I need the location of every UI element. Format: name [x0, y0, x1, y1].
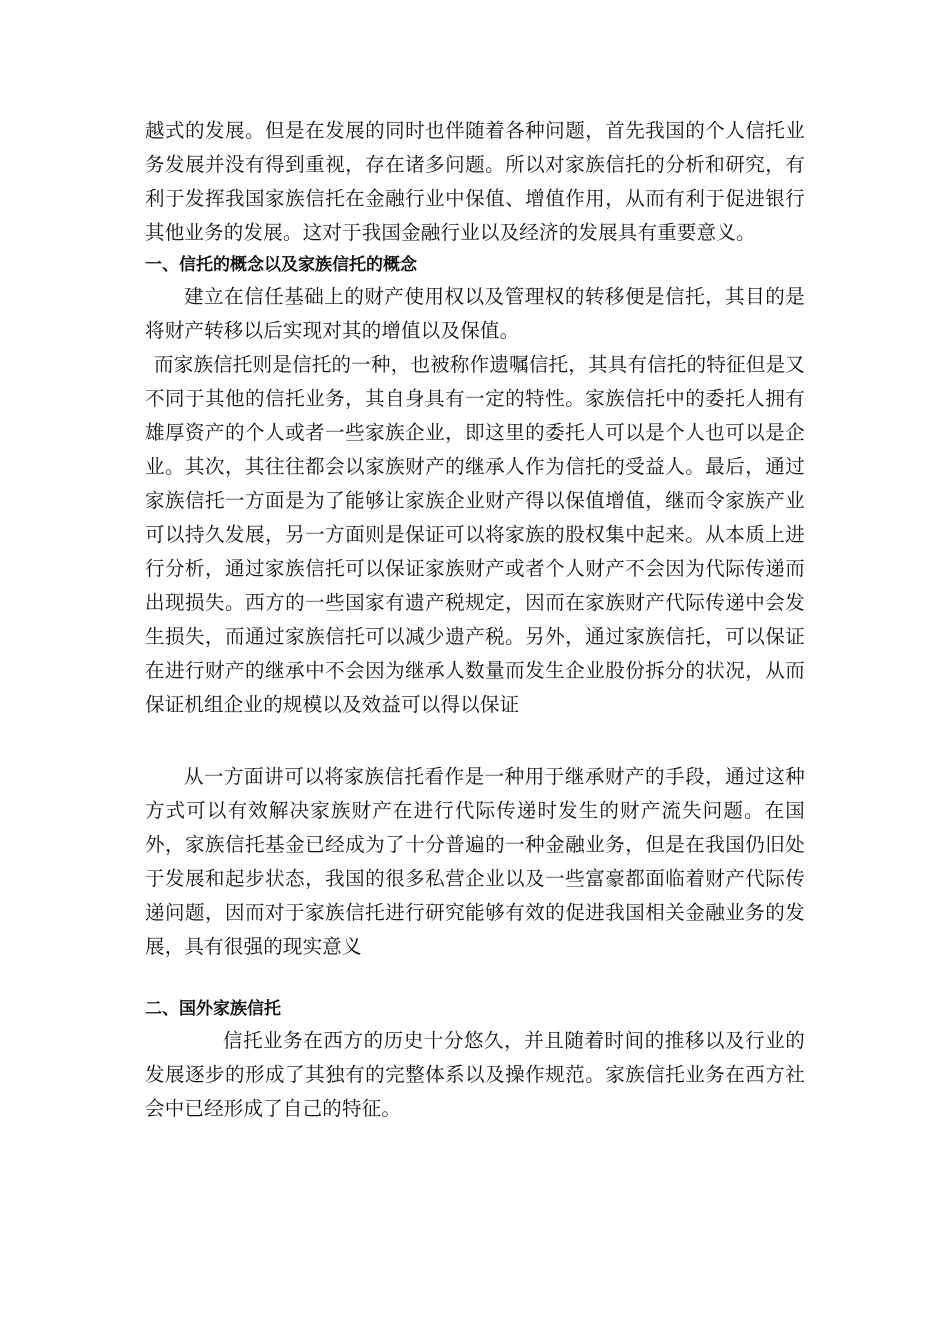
paragraph-family-trust-definition: 而家族信托则是信托的一种，也被称作遗嘱信托，其具有信托的特征但是又不同于其他的信托业务，其自身具有一定的特性。家族信托中的委托人拥有雄厚资产的个人或者一些家族企业，即这里的委托人可以是个人也可以是企业。其次，其往往都会以家族财产的继承人作为信托的受益人。最后，通过家族信托一方面是为了能够让家族企业财产得以保值增值，继而令家族产业可以持久发展，另一方面则是保证可以将家族的股权集中起来。从本质上进行分析，通过家族信托可以保证家族财产或者个人财产不会因为代际传递而出现损失。西方的一些国家有遗产税规定，因而在家族财产代际传递中会发生损失，而通过家族信托可以减少遗产税。另外，通过家族信托，可以保证在进行财产的继承中不会因为继承人数量而发生企业股份拆分的状况，从而保证机组企业的规模以及效益可以得以保证 [145, 353, 805, 716]
section-heading-1: 一、信托的概念以及家族信托的概念 [145, 255, 417, 275]
section-heading-2: 二、国外家族信托 [145, 999, 281, 1019]
blank-line [145, 964, 805, 994]
blank-line [145, 722, 805, 760]
document-body [145, 114, 805, 1126]
paragraph-trust-definition: 建立在信任基础上的财产使用权以及管理权的转移便是信托，其目的是将财产转移以后实现对其的增值以及保值。 [145, 285, 805, 342]
paragraph-intro: 越式的发展。但是在发展的同时也伴随着各种问题，首先我国的个人信托业务发展并没有得到重视，存在诸多问题。所以对家族信托的分析和研究，有利于发挥我国家族信托在金融行业中保值、增值作用，从而有利于促进银行其他业务的发展。这对于我国金融行业以及经济的发展具有重要意义。 [145, 119, 805, 244]
paragraph-family-trust-significance: 从一方面讲可以将家族信托看作是一种用于继承财产的手段，通过这种方式可以有效解决家族财产在进行代际传递时发生的财产流失问题。在国外，家族信托基金已经成为了十分普遍的一种金融业务，但是在我国仍旧处于发展和起步状态，我国的很多私营企业以及一些富豪都面临着财产代际传递问题，因而对于家族信托进行研究能够有效的促进我国相关金融业务的发展，具有很强的现实意义 [145, 765, 805, 958]
paragraph-foreign-family-trust: 信托业务在西方的历史十分悠久，并且随着时间的推移以及行业的发展逐步的形成了其独有的完整体系以及操作规范。家族信托业务在西方社会中已经形成了自己的特征。 [145, 1029, 805, 1120]
